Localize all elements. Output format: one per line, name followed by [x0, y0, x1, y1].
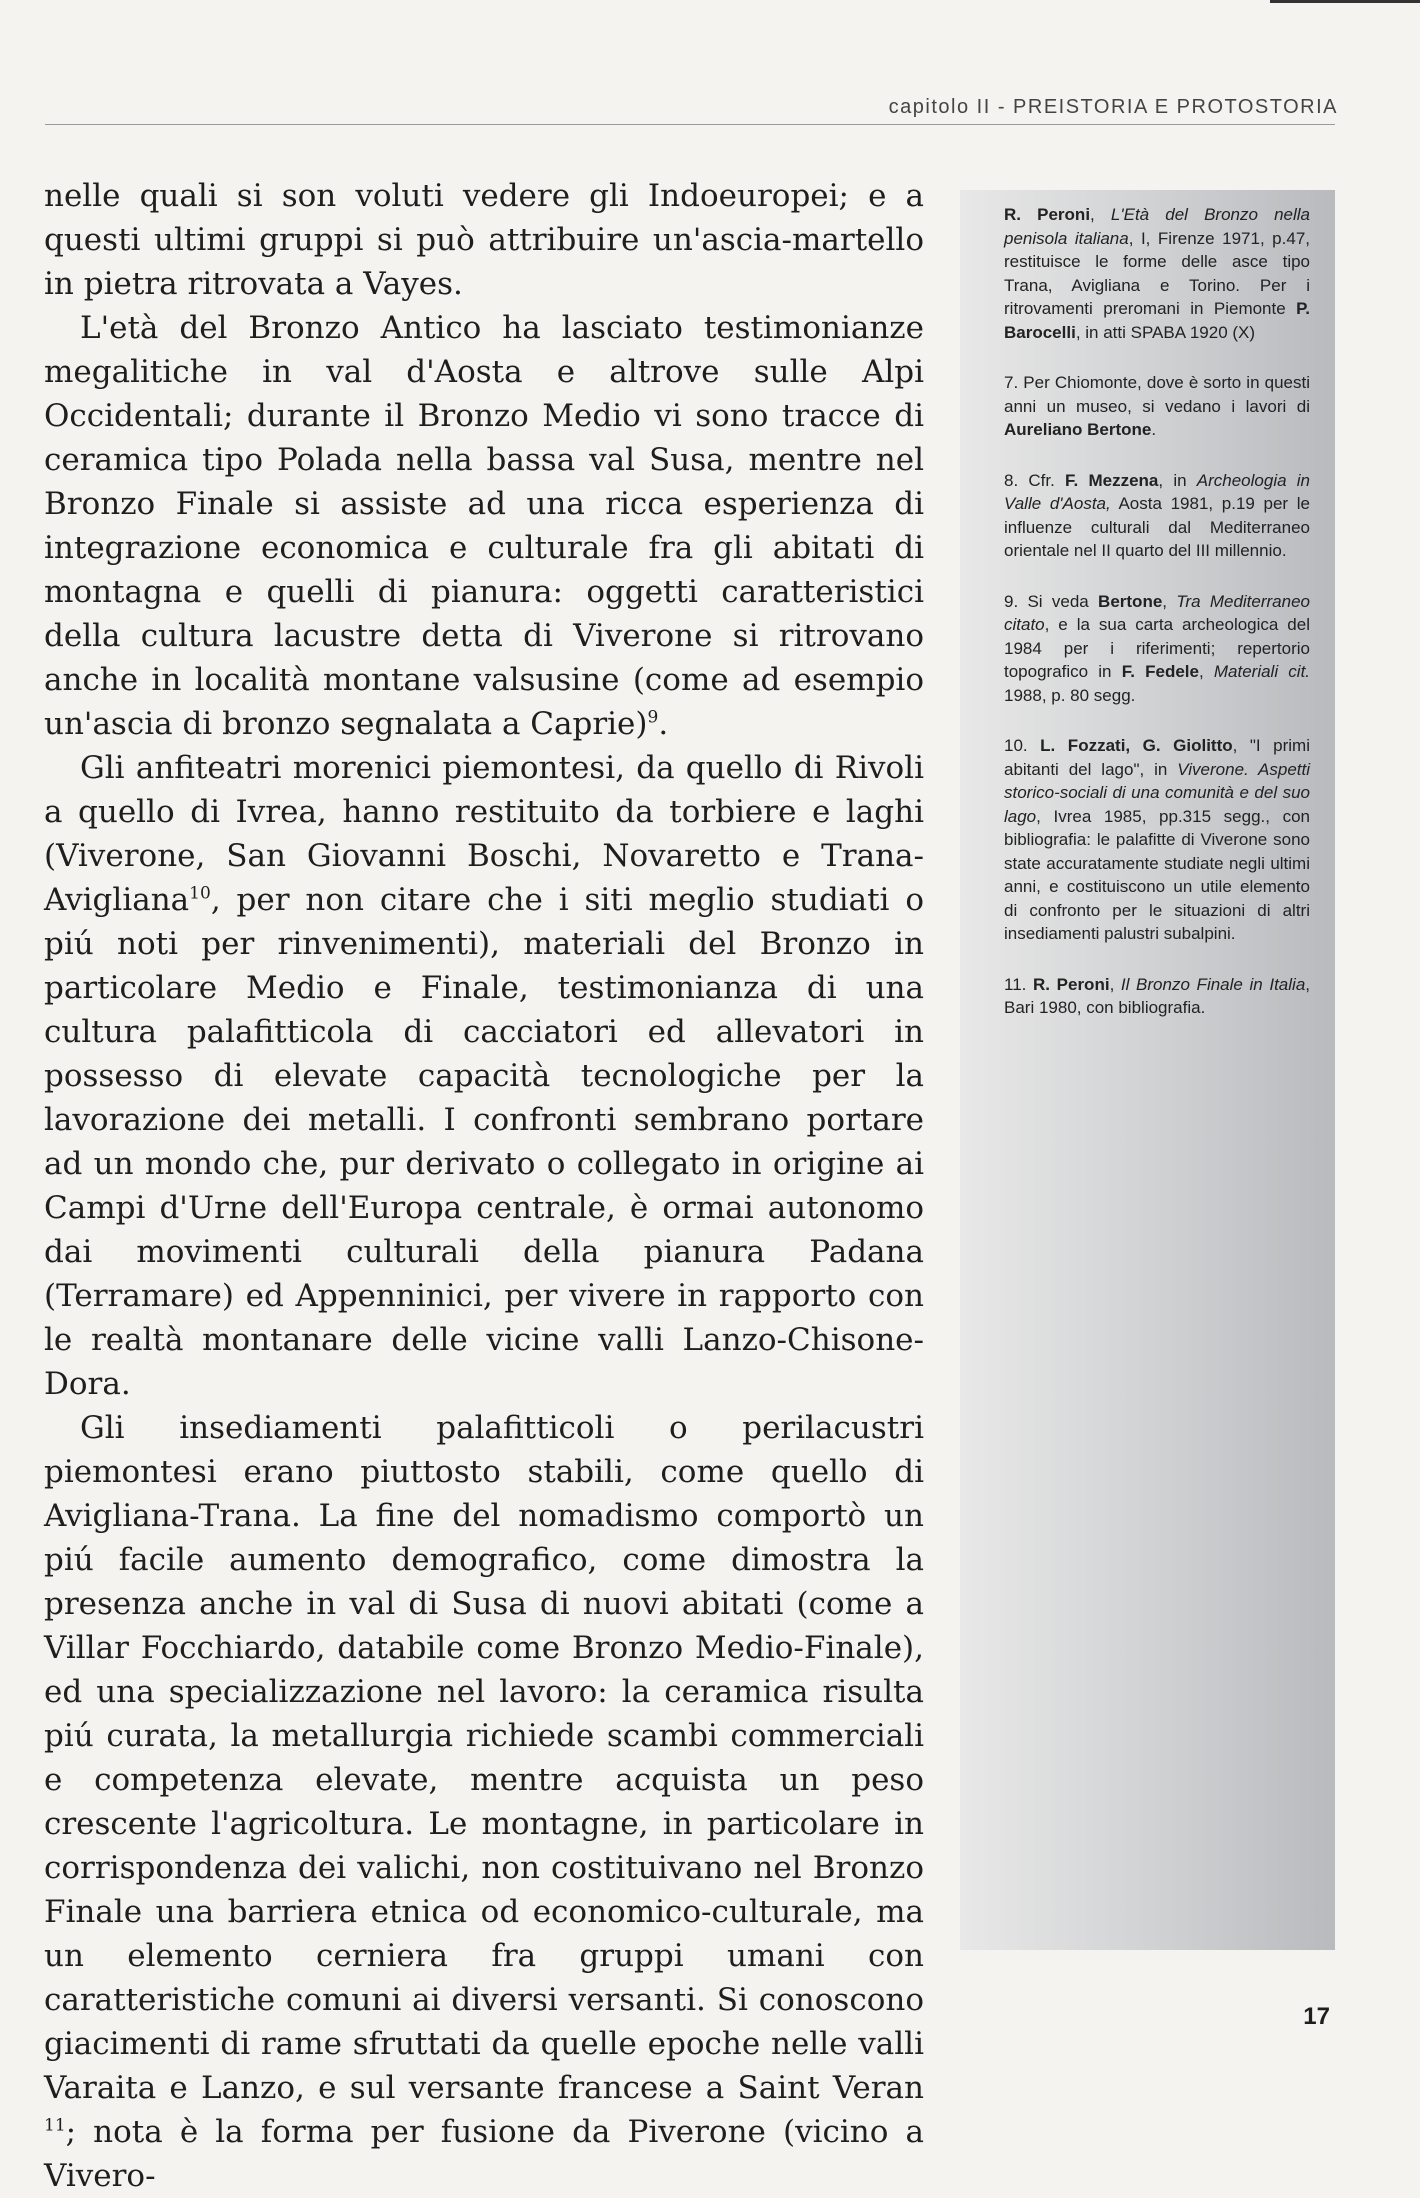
- footnote-10: [1004, 734, 1310, 946]
- paragraph-2: [44, 306, 924, 746]
- footnote-title: L'Età del Bronzo nella penisola italiana: [1004, 205, 1310, 248]
- footnote-text: .: [1151, 420, 1157, 439]
- main-text-column: [44, 174, 924, 2198]
- footnotes: [1004, 203, 1310, 1047]
- paragraph-3-rest: , per non citare che i siti meglio studiati o piú noti per rinvenimenti), materiali del Bronzo in particolare Medio e Finale, testimonianza di una cultura palafitticola di cacciatori ed allevatori in possesso di elevate capacità tecnologiche per la lavorazione dei metalli. I confronti sembrano portare ad un mondo che, pur derivato o collegato in origine ai Campi d'Urne dell'Europa centrale, è ormai autonomo dai movimenti culturali della pianura Padana (Terramare) ed Appenninici, per vivere in rapporto con le realtà montanare delle vicine valli Lanzo-Chisone-Dora.: [44, 882, 924, 1402]
- footnote-text: 1988, p. 80 segg.: [1004, 685, 1136, 705]
- footnote-ref-10[interactable]: 10: [189, 883, 211, 904]
- paragraph-4-rest: ; nota è la forma per fusione da Piverone (vicino a Vivero-: [44, 2114, 924, 2194]
- footnote-text: , Ivrea 1985, pp.315 segg., con bibliografia: le palafitte di Viverone sono state accuratamente studiate negli ultimi anni, e costituiscono un utile elemento di confronto per le situazioni di altri insediamenti palustri subalpini.: [1004, 806, 1310, 943]
- running-header: capitolo II - PREISTORIA E PROTOSTORIA: [888, 96, 1338, 118]
- footnote-number: 10.: [1004, 736, 1041, 755]
- footnote-title: Tra Mediterraneo citato: [1004, 591, 1310, 634]
- footnote-6: [1004, 203, 1310, 344]
- footnote-author: P. Barocelli: [1004, 299, 1310, 342]
- footnote-ref-11[interactable]: 11: [44, 2115, 66, 2136]
- page-number: 17: [1303, 2003, 1330, 2030]
- footnote-text: , Bari 1980, con bibliografia.: [1004, 974, 1311, 1017]
- paragraph-4-text: Gli insediamenti palafitticoli o perilacustri piemontesi erano piuttosto stabili, come quello di Avigliana-Trana. La fine del nomadismo comportò un piú facile aumento demografico, come dimostra la presenza anche in val di Susa di nuovi abitati (come a Villar Focchiardo, databile come Bronzo Medio-Finale), ed una specializzazione nel lavoro: la ceramica risulta piú curata, la metallurgia richiede scambi commerciali e competenza elevate, mentre acquista un peso crescente l'agricoltura. Le montagne, in particolare in corrispondenza dei valichi, non costituivano nel Bronzo Finale una barriera etnica od economico-culturale, ma un elemento cerniera fra gruppi umani con caratteristiche comuni ai diversi versanti. Si conoscono giacimenti di rame sfruttati da quelle epoche nelle valli Varaita e Lanzo, e sul versante francese a Saint Veran: [44, 1410, 924, 2106]
- footnote-title: Materiali cit.: [1213, 662, 1311, 681]
- footnote-text: ,: [1198, 662, 1214, 681]
- footnote-8: [1004, 469, 1310, 563]
- footnote-text: ,: [1162, 591, 1177, 611]
- footnote-text: Aosta 1981, p.19 per le influenze culturali dal Mediterraneo orientale nel II quarto del III millennio.: [1004, 494, 1310, 560]
- paragraph-3: [44, 746, 924, 1406]
- footnote-author: F. Mezzena: [1065, 470, 1159, 490]
- footnote-author: R. Peroni: [1033, 974, 1110, 994]
- footnote-author: R. Peroni: [1004, 205, 1091, 224]
- paragraph-2-end: .: [658, 706, 669, 742]
- header-rule: [45, 124, 1335, 125]
- paragraph-2-text: L'età del Bronzo Antico ha lasciato testimonianze megalitiche in val d'Aosta e altrove sulle Alpi Occidentali; durante il Bronzo Medio vi sono tracce di ceramica tipo Polada nella bassa val Susa, mentre nel Bronzo Finale si assiste ad una ricca esperienza di integrazione economica e culturale fra gli abitati di montagna e quelli di pianura: oggetti caratteristici della cultura lacustre detta di Viverone si ritrovano anche in località montane valsusine (come ad esempio un'ascia di bronzo segnalata a Caprie): [44, 310, 924, 742]
- footnote-text: 9. Si veda: [1004, 591, 1099, 611]
- paragraph-4: [44, 1406, 924, 2198]
- footnote-9: [1004, 590, 1310, 708]
- footnote-text: , in: [1158, 470, 1197, 490]
- footnote-text: 7. Per Chiomonte, dove è sorto in questi anni un museo, si vedano i lavori di: [1004, 373, 1310, 416]
- footnote-author: L. Fozzati, G. Giolitto: [1040, 736, 1233, 755]
- footnote-text: ,: [1090, 205, 1111, 224]
- footnote-11: [1004, 973, 1310, 1020]
- footnote-author: F. Fedele: [1121, 662, 1199, 681]
- paragraph-1: nelle quali si son voluti vedere gli Indoeuropei; e a questi ultimi gruppi si può attribuire un'ascia-martello in pietra ritrovata a Vayes.: [44, 178, 924, 302]
- paragraph-3-text: Gli anfiteatri morenici piemontesi, da quello di Rivoli a quello di Ivrea, hanno restituito da torbiere e laghi (Viverone, San Giovanni Boschi, Novaretto e Trana-Avigliana: [44, 750, 924, 918]
- footnote-title: Il Bronzo Finale in Italia: [1120, 974, 1306, 994]
- scan-edge-mark: [1270, 0, 1420, 3]
- footnote-text: ,: [1109, 974, 1121, 994]
- footnote-text: , I, Firenze 1971, p.47, restituisce le forme delle asce tipo Trana, Avigliana e Torino. Per i ritrovamenti preromani in Piemonte: [1004, 228, 1310, 318]
- footnote-text: , e la sua carta archeologica del 1984 per i riferimenti; repertorio topografico in: [1004, 615, 1310, 681]
- footnote-ref-9[interactable]: 9: [647, 707, 659, 728]
- footnote-text: , "I primi abitanti del lago", in: [1004, 736, 1310, 779]
- footnote-text: , in atti SPABA 1920 (X): [1075, 322, 1256, 342]
- footnote-author: Aureliano Bertone: [1004, 420, 1152, 439]
- footnote-text: 8. Cfr.: [1004, 470, 1066, 490]
- footnote-7: [1004, 371, 1310, 442]
- footnote-title: Archeologia in Valle d'Aosta,: [1004, 470, 1310, 513]
- footnote-author: Bertone: [1098, 591, 1163, 611]
- footnote-number: 11.: [1004, 974, 1034, 994]
- footnote-title: Viverone. Aspetti storico-sociali di una comunità e del suo lago: [1004, 759, 1311, 826]
